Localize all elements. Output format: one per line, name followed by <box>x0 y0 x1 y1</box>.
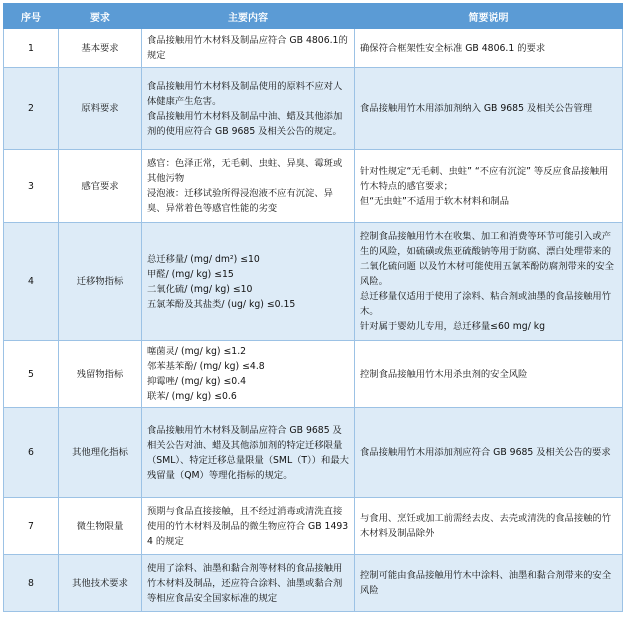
table-row <box>4 498 623 555</box>
row-requirement: 其他理化指标 <box>59 408 142 498</box>
table-row <box>4 68 623 150</box>
description-line: 针对性规定“无毛刺、虫蛀” “不应有沉淀” 等反应食品接触用竹木特点的感官要求； <box>360 165 609 192</box>
table-row <box>4 29 623 68</box>
content-line: 抑霉唑/ (mg/ kg) ≤0.4 <box>147 376 247 387</box>
row-num: 2 <box>4 68 59 150</box>
description-line: 控制可能由食品接触用竹木中涂料、油墨和黏合剂带来的安全风险 <box>360 570 612 596</box>
description-line: 与食用、烹饪或加工前需经去皮、去壳或清洗的食品接触的竹木材料及制品除外 <box>360 513 612 539</box>
header-requirement: 要求 <box>59 4 142 29</box>
content-line: 联苯/ (mg/ kg) ≤0.6 <box>147 391 237 402</box>
row-description <box>355 408 623 498</box>
row-content <box>142 408 355 498</box>
table-row <box>4 408 623 498</box>
row-requirement: 原料要求 <box>59 68 142 150</box>
row-num: 7 <box>4 498 59 555</box>
row-requirement: 残留物指标 <box>59 341 142 408</box>
requirements-table <box>3 3 623 612</box>
row-content <box>142 341 355 408</box>
row-description <box>355 68 623 150</box>
row-description <box>355 498 623 555</box>
header-row <box>4 4 623 29</box>
row-description <box>355 150 623 223</box>
header-description: 简要说明 <box>355 4 623 29</box>
row-content <box>142 150 355 223</box>
row-num: 5 <box>4 341 59 408</box>
row-requirement: 感官要求 <box>59 150 142 223</box>
content-line: 感官：色泽正常，无毛刺、虫蛀、异臭、霉斑或其他污物 <box>147 158 343 184</box>
table-row <box>4 341 623 408</box>
content-line: 噻菌灵/ (mg/ kg) ≤1.2 <box>147 346 247 357</box>
table-row <box>4 223 623 341</box>
row-content <box>142 68 355 150</box>
row-num: 6 <box>4 408 59 498</box>
description-line: 控制食品接触用竹木用杀虫剂的安全风险 <box>360 368 528 380</box>
header-content: 主要内容 <box>142 4 355 29</box>
row-description <box>355 341 623 408</box>
description-line: 食品接触用竹木用添加剂应符合 GB 9685 及相关公告的要求 <box>360 447 611 458</box>
row-description <box>355 29 623 68</box>
description-line: 确保符合框架性安全标准 GB 4806.1 的要求 <box>360 42 546 54</box>
description-line: 食品接触用竹木用添加剂纳入 GB 9685 及相关公告管理 <box>360 103 593 114</box>
content-line: 五氯苯酚及其盐类/ (ug/ kg) ≤0.15 <box>147 298 296 310</box>
row-content <box>142 498 355 555</box>
row-num: 8 <box>4 555 59 612</box>
row-content <box>142 29 355 68</box>
row-num: 4 <box>4 223 59 341</box>
table-row <box>4 555 623 612</box>
description-line: 控制食品接触用竹木在收集、加工和消费等环节可能引入或产生的风险，如硫磺或焦亚硫酸钠等用于防腐、漂白处理带来的二氧化硫问题 以及竹木材可能使用五氯苯酚防腐剂带来的安全风险。 <box>360 231 614 287</box>
content-line: 邻苯基苯酚/ (mg/ kg) ≤4.8 <box>147 361 265 372</box>
row-description <box>355 555 623 612</box>
content-line: 预期与食品直接接触，且不经过消毒或清洗直接使用的竹木材料及制品的微生物应符合 GB 14934 的规定 <box>147 505 349 547</box>
content-line: 甲醛/ (mg/ kg) ≤15 <box>147 268 234 280</box>
description-line: 但“无虫蛀”不适用于软木材料和制品 <box>360 195 510 207</box>
content-line: 总迁移量/ (mg/ dm²) ≤10 <box>147 253 260 265</box>
content-line: 食品接触用竹木材料及制品中油、蜡及其他添加剂的使用应符合 GB 9685 及相关公告的规定。 <box>147 110 343 137</box>
row-requirement: 基本要求 <box>59 29 142 68</box>
content-line: 二氧化硫/ (mg/ kg) ≤10 <box>147 283 253 295</box>
row-content <box>142 555 355 612</box>
row-description <box>355 223 623 341</box>
content-line: 浸泡液：迁移试验所得浸泡液不应有沉淀、异臭、异常着色等感官性能的劣变 <box>147 188 333 214</box>
content-line: 使用了涂料、油墨和黏合剂等材料的食品接触用竹木材料及制品，还应符合涂料、油墨或黏合剂等相应食品安全国家标准的规定 <box>147 562 343 604</box>
content-line: 食品接触用竹木材料及制品使用的原料不应对人体健康产生危害。 <box>147 80 343 107</box>
content-line: 食品接触用竹木材料及制品应符合 GB 4806.1的规定 <box>147 35 348 61</box>
row-content <box>142 223 355 341</box>
row-requirement: 其他技术要求 <box>59 555 142 612</box>
description-line: 总迁移量仅适用于使用了涂料、粘合剂或油墨的食品接触用竹木。 <box>360 291 612 317</box>
description-line: 针对属于婴幼儿专用，总迁移量≤60 mg/ kg <box>360 321 546 332</box>
row-num: 1 <box>4 29 59 68</box>
row-requirement: 微生物限量 <box>59 498 142 555</box>
content-line: 食品接触用竹木材料及制品应符合 GB 9685 及相关公告对油、蜡及其他添加剂的特定迁移限量（SML）、特定迁移总量限量（SML（T））和最大残留量（QM）等理化指标的规定。 <box>147 424 349 481</box>
row-requirement: 迁移物指标 <box>59 223 142 341</box>
header-num: 序号 <box>4 4 59 29</box>
table-row <box>4 150 623 223</box>
row-num: 3 <box>4 150 59 223</box>
